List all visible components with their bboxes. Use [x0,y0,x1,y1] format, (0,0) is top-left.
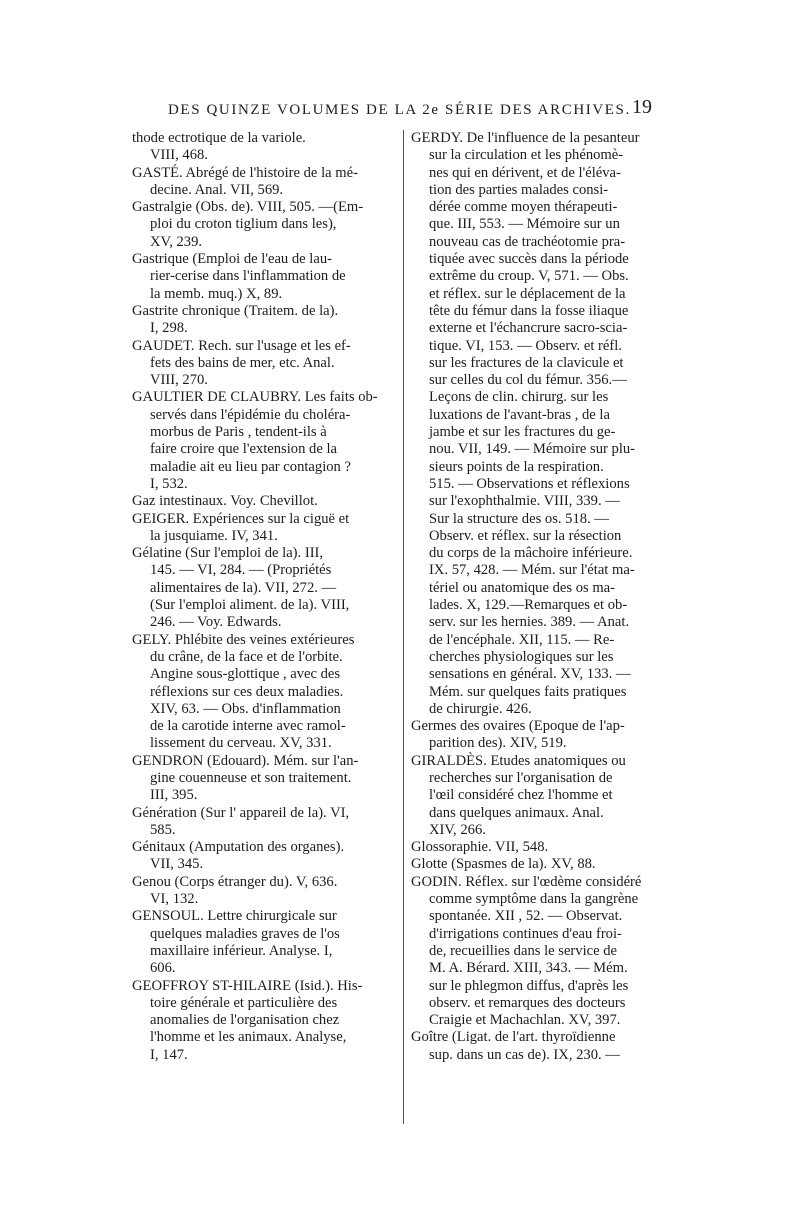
index-entry [411,856,677,873]
entry-line: luxations de l'avant-bras , de la [429,406,610,423]
entry-line: nouveau cas de trachéotomie pra- [429,233,626,250]
entry-line: GAUDET. Rech. sur l'usage et les ef- [132,337,351,354]
entry-line: Angine sous-glottique , avec des [150,666,341,683]
entry-line: III, 395. [150,787,198,804]
index-entry [132,874,394,909]
entry-line: GIRALDÈS. Etudes anatomiques ou [411,752,626,769]
entry-line: Gastrite chronique (Traitem. de la). [132,302,339,319]
entry-line: d'irrigations continues d'eau froi- [429,925,622,942]
entry-line: morbus de Paris , tendent-ils à [150,424,327,441]
index-entry [132,389,394,493]
entry-line: externe et l'échancrure sacro-scia- [429,320,628,337]
entry-line: gine couenneuse et son traitement. [150,769,352,786]
entry-line: decine. Anal. VII, 569. [150,181,284,198]
right-column [411,130,677,1064]
entry-line: sur la circulation et les phénomè- [429,147,624,164]
entry-line: de la carotide interne avec ramol- [150,718,346,735]
column-divider [403,130,404,1124]
entry-line: Observ. et réflex. sur la résection [429,527,622,544]
index-entry [132,632,394,753]
entry-line: extrême du croup. V, 571. — Obs. [429,268,629,285]
entry-line: jambe et sur les fractures du ge- [429,424,616,441]
entry-line: tique. VI, 153. — Observ. et réfl. [429,337,622,354]
entry-line: I, 532. [150,475,188,492]
entry-line: 606. [150,960,176,977]
index-entry [132,545,394,631]
index-entry [132,303,394,338]
entry-line: nou. VII, 149. — Mémoire sur plu- [429,441,636,458]
entry-line: (Sur l'emploi aliment. de la). VIII, [150,597,350,614]
index-entry [132,839,394,874]
index-entry [132,511,394,546]
entry-line: XIV, 266. [429,821,486,838]
entry-line: ploi du croton tiglium dans les), [150,216,337,233]
entry-line: thode ectrotique de la variole. [132,130,306,146]
entry-line: Craigie et Machachlan. XV, 397. [429,1012,621,1029]
entry-line: et réflex. sur le déplacement de la [429,285,626,302]
entry-line: Leçons de clin. chirurg. sur les [429,389,609,406]
entry-line: sup. dans un cas de). IX, 230. — [429,1046,620,1063]
index-entry [411,718,677,753]
entry-line: VIII, 270. [150,372,208,389]
entry-line: maxillaire inférieur. Analyse. I, [150,942,333,959]
entry-line: de chirurgie. 426. [429,700,532,717]
index-entry [132,805,394,840]
index-entry [411,1029,677,1064]
index-entry [411,874,677,1030]
entry-line: I, 147. [150,1046,188,1063]
entry-line: 585. [150,821,176,838]
entry-line: VII, 345. [150,856,204,873]
entry-line: Gélatine (Sur l'emploi de la). III, [132,545,324,562]
entry-line: fets des bains de mer, etc. Anal. [150,354,335,371]
entry-line: sensations en général. XV, 133. — [429,666,631,683]
entry-line: 246. — Voy. Edwards. [150,614,282,631]
entry-line: sur l'exophthalmie. VIII, 339. — [429,493,620,510]
entry-line: Mém. sur quelques faits pratiques [429,683,627,700]
entry-line: sur le phlegmon diffus, d'après les [429,977,629,994]
index-entry [132,978,394,1064]
entry-line: que. III, 553. — Mémoire sur un [429,216,620,233]
entry-line: GELY. Phlébite des veines extérieures [132,631,355,648]
entry-line: réflexions sur ces deux maladies. [150,683,344,700]
entry-line: du crâne, de la face et de l'orbite. [150,648,343,665]
entry-line: nes qui en dérivent, et de l'éléva- [429,164,621,181]
entry-line: maladie ait eu lieu par contagion ? [150,458,351,475]
entry-line: Gastralgie (Obs. de). VIII, 505. —(Em- [132,199,364,216]
entry-line: dérée comme moyen thérapeuti- [429,199,618,216]
entry-line: VI, 132. [150,891,199,908]
entry-line: Génitaux (Amputation des organes). [132,839,345,856]
entry-line: la memb. muq.) X, 89. [150,285,283,302]
entry-line: rier-cerise dans l'inflammation de [150,268,346,285]
entry-line: XIV, 63. — Obs. d'inflammation [150,700,341,717]
index-entry [132,753,394,805]
entry-line: tête du fémur dans la fosse iliaque [429,302,629,319]
index-entry [132,338,394,390]
entry-line: sur celles du col du fémur. 356.— [429,372,627,389]
entry-line: Genou (Corps étranger du). V, 636. [132,873,338,890]
entry-line: observ. et remarques des docteurs [429,994,626,1011]
entry-line: GEIGER. Expériences sur la ciguë et [132,510,350,527]
entry-line: dans quelques animaux. Anal. [429,804,604,821]
entry-line: Gaz intestinaux. Voy. Chevillot. [132,493,318,510]
entry-line: anomalies de l'organisation chez [150,1012,340,1029]
entry-line: tion des parties malades consi- [429,181,609,198]
entry-line: GAULTIER DE CLAUBRY. Les faits ob- [132,389,378,406]
index-entry [132,908,394,977]
index-entry [132,251,394,303]
entry-line: Glossoraphie. VII, 548. [411,839,549,856]
entry-line: cherches physiologiques sur les [429,648,614,665]
entry-line: lissement du cerveau. XV, 331. [150,735,332,752]
entry-line: servés dans l'épidémie du choléra- [150,406,351,423]
entry-line: GASTÉ. Abrégé de l'histoire de la mé- [132,164,358,181]
entry-line: 515. — Observations et réflexions [429,475,630,492]
index-entry [132,199,394,251]
entry-line: GENSOUL. Lettre chirurgicale sur [132,908,337,925]
entry-line: alimentaires de la). VII, 272. — [150,579,337,596]
entry-line: Gastrique (Emploi de l'eau de lau- [132,251,332,268]
entry-line: serv. sur les hernies. 389. — Anat. [429,614,630,631]
entry-line: VIII, 468. [150,147,208,164]
entry-line: toire générale et particulière des [150,994,338,1011]
entry-line: tiquée avec succès dans la période [429,251,629,268]
entry-line: XV, 239. [150,233,203,250]
entry-line: Génération (Sur l' appareil de la). VI, [132,804,350,821]
index-entry [132,130,394,165]
entry-line: M. A. Bérard. XIII, 343. — Mém. [429,960,628,977]
entry-line: I, 298. [150,320,188,337]
entry-line: IX. 57, 428. — Mém. sur l'état ma- [429,562,635,579]
running-title: DES QUINZE VOLUMES DE LA 2e SÉRIE DES ARCHIVES. [168,102,631,118]
entry-line: de l'encéphale. XII, 115. — Re- [429,631,615,648]
entry-line: faire croire que l'extension de la [150,441,337,458]
page-number: 19 [632,96,652,118]
left-column [132,130,394,1064]
entry-line: tériel ou anatomique des os ma- [429,579,616,596]
entry-line: l'œil considéré chez l'homme et [429,787,613,804]
entry-line: parition des). XIV, 519. [429,735,567,752]
entry-line: sieurs points de la respiration. [429,458,604,475]
entry-line: quelques maladies graves de l'os [150,925,340,942]
entry-line: du corps de la mâchoire inférieure. [429,545,633,562]
entry-line: Goître (Ligat. de l'art. thyroïdienne [411,1029,616,1046]
index-entry [411,839,677,856]
entry-line: Glotte (Spasmes de la). XV, 88. [411,856,596,873]
index-entry [132,165,394,200]
page-header [168,96,652,126]
entry-line: Germes des ovaires (Epoque de l'ap- [411,718,625,735]
index-entry [411,130,677,718]
entry-line: recherches sur l'organisation de [429,769,613,786]
entry-line: lades. X, 129.—Remarques et ob- [429,597,628,614]
entry-line: la jusquiame. IV, 341. [150,527,278,544]
entry-line: GENDRON (Edouard). Mém. sur l'an- [132,752,359,769]
entry-line: 145. — VI, 284. — (Propriétés [150,562,332,579]
entry-line: comme symptôme dans la gangrène [429,891,639,908]
entry-line: sur les fractures de la clavicule et [429,354,624,371]
entry-line: GEOFFROY ST-HILAIRE (Isid.). His- [132,977,363,994]
entry-line: l'homme et les animaux. Analyse, [150,1029,347,1046]
entry-line: Sur la structure des os. 518. — [429,510,609,527]
index-entry [411,753,677,839]
entry-line: spontanée. XII , 52. — Observat. [429,908,623,925]
entry-line: GERDY. De l'influence de la pesanteur [411,130,640,146]
entry-line: GODIN. Réflex. sur l'œdème considéré [411,873,642,890]
index-entry [132,493,394,510]
entry-line: de, recueillies dans le service de [429,942,618,959]
